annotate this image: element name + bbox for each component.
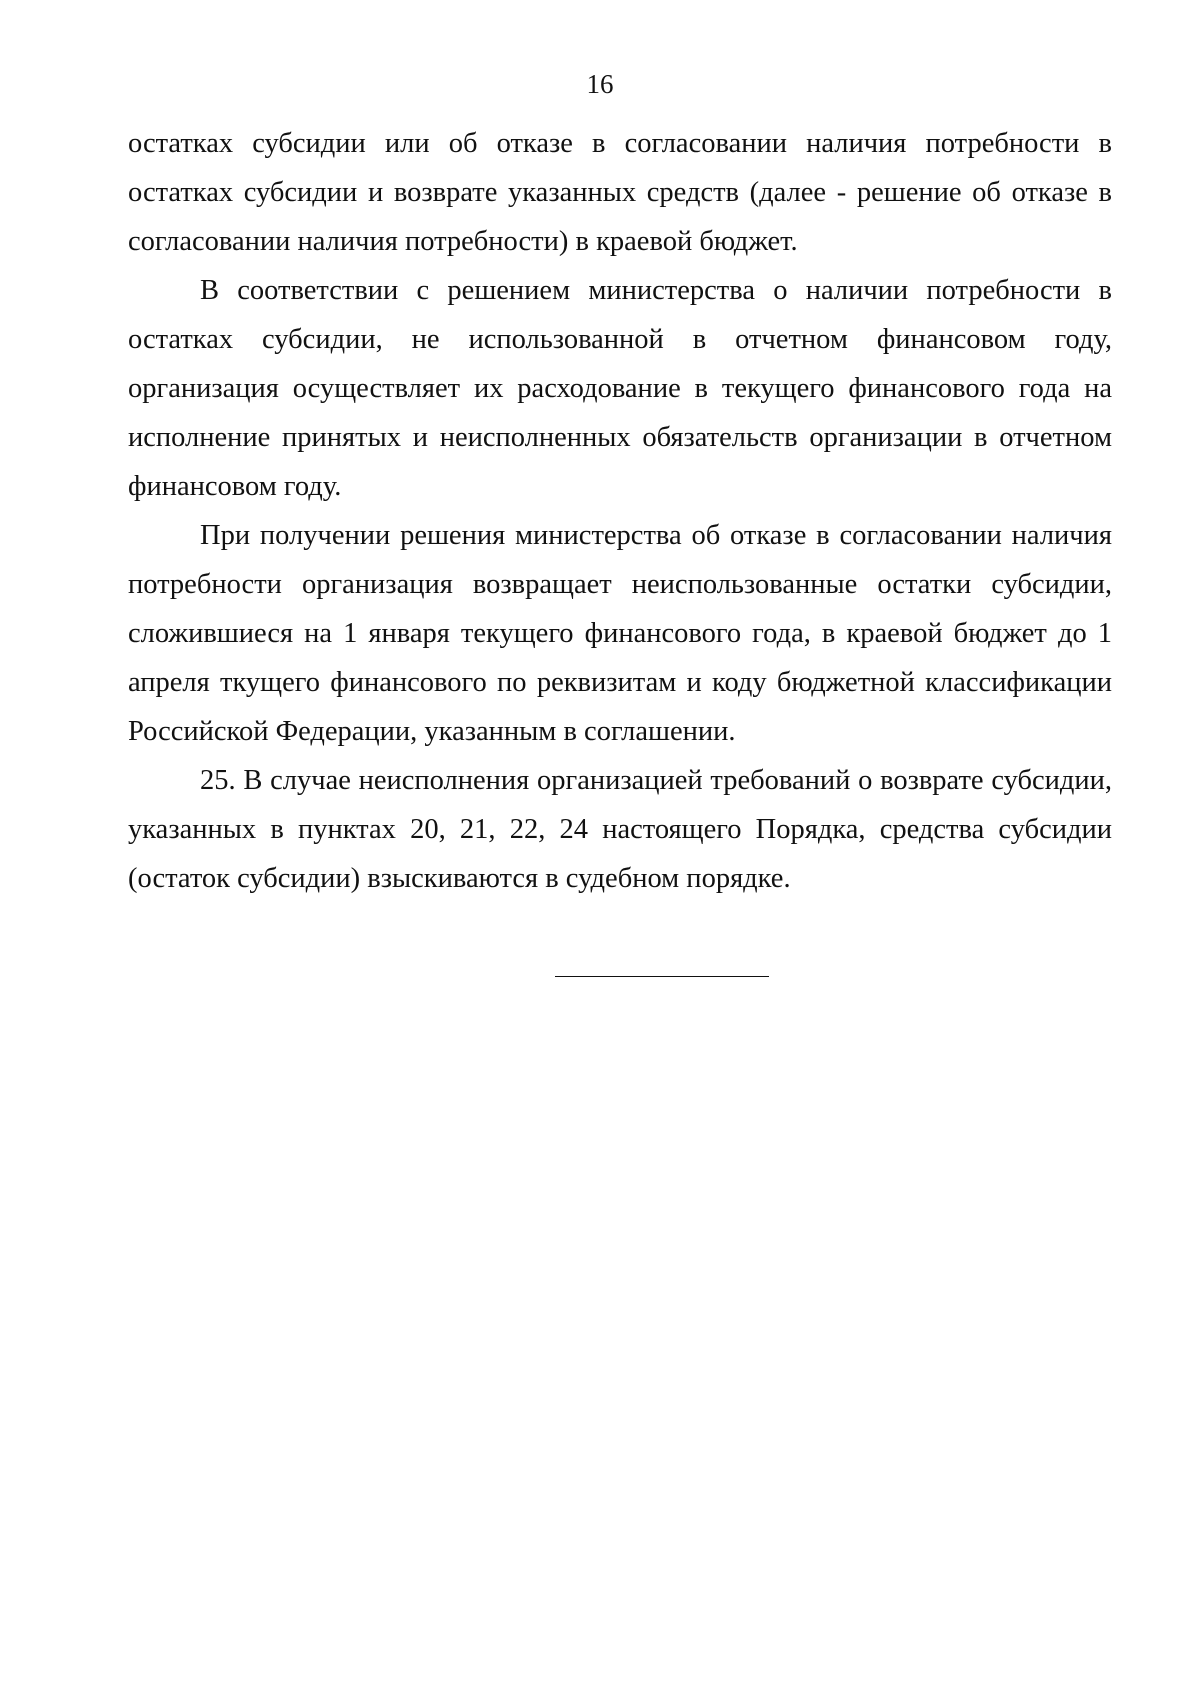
document-body	[128, 119, 1112, 903]
paragraph-refund: При получении решения министерства об отказе в согласовании наличия потребности организация возвращает неиспользованные остатки субсидии, сложившиеся на 1 января текущего финансового года, в краевой бюджет до 1 апреля ткущего финансового по реквизитам и коду бюджетной классификации Российской Федерации, указанным в соглашении.	[128, 520, 1112, 747]
page-number: 16	[586, 69, 614, 99]
end-of-document-rule	[555, 976, 769, 977]
paragraph-item-25: 25. В случае неисполнения организацией требований о возврате субсидии, указанных в пунктах 20, 21, 22, 24 настоящего Порядка, средства субсидии (остаток субсидии) взыскиваются в судебном порядке.	[128, 765, 1112, 894]
paragraph-continuation: остатках субсидии или об отказе в согласовании наличия потребности в остатках субсидии и возврате указанных средств (далее - решение об отказе в согласовании наличия потребности) в краевой бюджет.	[128, 128, 1112, 257]
paragraph-expenditure: В соответствии с решением министерства о наличии потребности в остатках субсидии, не использованной в отчетном финансовом году, организация осуществляет их расходование в текущего финансового года на исполнение принятых и неисполненных обязательств организации в отчетном финансовом году.	[128, 275, 1112, 502]
